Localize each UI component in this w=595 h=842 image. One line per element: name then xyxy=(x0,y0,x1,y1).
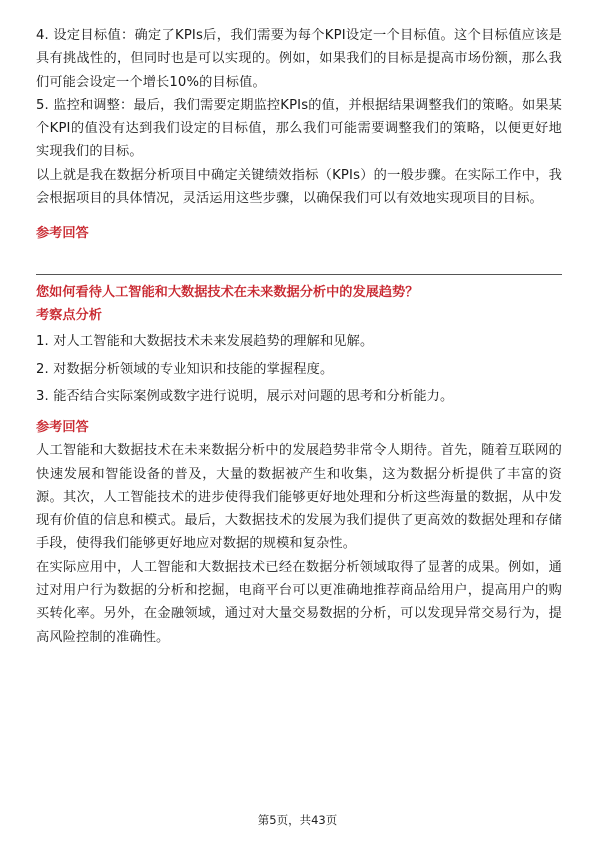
step-4-paragraph: 4. 设定目标值：确定了KPIs后，我们需要为每个KPI设定一个目标值。这个目标值应该是具有挑战性的，但同时也是可以实现的。例如，如果我们的目标是提高市场份额，那么我们可能会设定一个增长10%的目标值。 xyxy=(36,28,562,90)
page-number: 第5页，共43页 xyxy=(257,813,338,827)
reference-answer-heading: 参考回答 xyxy=(36,226,89,242)
focus-point-2: 2. 对数据分析领域的专业知识和技能的掌握程度。 xyxy=(36,361,334,377)
answer-paragraph-1: 人工智能和大数据技术在未来数据分析中的发展趋势非常令人期待。首先，随着互联网的快速发展和智能设备的普及，大量的数据被产生和收集，这为数据分析提供了丰富的资源。其次，人工智能技术的进步使得我们能够更好地处理和分析这些海量的数据，从中发现有价值的信息和模式。最后，大数据技术的发展为我们提供了更高效的数据处理和存储手段，使得我们能够更好地应对数据的规模和复杂性。 xyxy=(36,443,562,552)
page-footer xyxy=(0,812,595,828)
focus-point-1: 1. 对人工智能和大数据技术未来发展趋势的理解和见解。 xyxy=(36,334,374,350)
answer-paragraph-2: 在实际应用中，人工智能和大数据技术已经在数据分析领域取得了显著的成果。例如，通过对用户行为数据的分析和挖掘，电商平台可以更准确地推荐商品给用户，提高用户的购买转化率。另外，在金融领域，通过对大量交易数据的分析，可以发现异常交易行为，提高风险控制的准确性。 xyxy=(36,559,562,645)
summary-paragraph: 以上就是我在数据分析项目中确定关键绩效指标（KPIs）的一般步骤。在实际工作中，我会根据项目的具体情况，灵活运用这些步骤，以确保我们可以有效地实现项目的目标。 xyxy=(36,167,562,207)
question-title: 您如何看待人工智能和大数据技术在未来数据分析中的发展趋势？ xyxy=(36,285,419,301)
answer-heading: 参考回答 xyxy=(36,420,89,436)
step-5-paragraph: 5. 监控和调整：最后，我们需要定期监控KPIs的值，并根据结果调整我们的策略。如果某个KPI的值没有达到我们设定的目标值，那么我们可能需要调整我们的策略，以便更好地实现我们的目标。 xyxy=(36,97,562,160)
focus-point-3: 3. 能否结合实际案例或数字进行说明，展示对问题的思考和分析能力。 xyxy=(36,388,454,404)
focus-analysis-heading: 考察点分析 xyxy=(36,308,102,324)
page-content xyxy=(36,24,562,649)
